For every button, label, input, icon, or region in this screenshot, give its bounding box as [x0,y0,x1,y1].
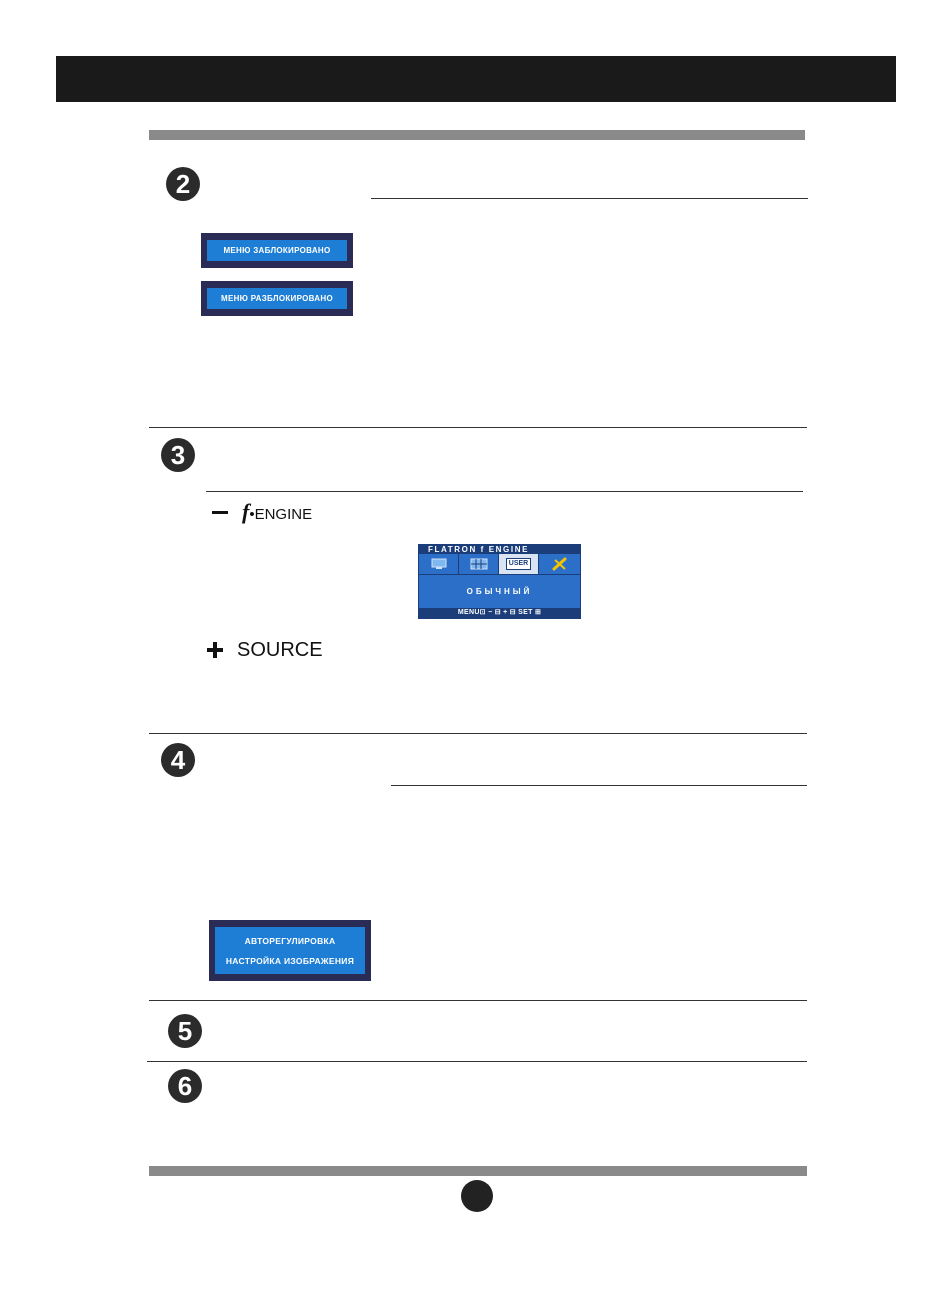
fengine-footer-legend: MENU⊡ − ⊟ + ⊟ SET ⊞ [419,608,580,618]
fengine-tab-grid [459,554,499,574]
section2-underline [371,198,808,199]
monitor-icon [431,558,447,570]
header-bar [56,56,896,102]
osd-menu-unlocked [201,281,353,316]
fengine-mode-text: ОБЫЧНЫЙ [466,587,533,596]
plus-icon [207,642,223,658]
bottom-gray-rule [149,1166,807,1176]
osd-auto-adjust-inner [215,927,365,974]
section4-top-rule [149,733,807,734]
grid-icon [470,558,488,570]
top-gray-rule [149,130,805,140]
fengine-tab-monitor [419,554,459,574]
fengine-user-label: USER [506,558,531,570]
osd-auto-adjust-line1: АВТОРЕГУЛИРОВКА [244,935,336,946]
source-label: SOURCE [237,638,323,661]
fengine-panel-title: FLATRON f ENGINE [419,545,580,554]
section3-top-rule [149,427,807,428]
step-number-4: 4 [161,743,195,777]
page-number-badge [461,1180,493,1212]
fengine-panel-tabs [419,554,580,575]
fengine-tab-user [499,554,539,574]
fengine-osd-panel [418,544,581,619]
minus-fengine-button-row [212,499,352,525]
fengine-tab-tools [539,554,580,574]
section6-top-rule [147,1061,807,1062]
osd-menu-unlocked-text: МЕНЮ РАЗБЛОКИРОВАНО [207,288,347,309]
tools-icon [552,557,568,571]
osd-auto-adjust [209,920,371,981]
plus-source-button-row [207,637,347,663]
step-number-3: 3 [161,438,195,472]
osd-menu-locked [201,233,353,268]
section3-underline [206,491,803,492]
step-number-6: 6 [168,1069,202,1103]
section5-top-rule [149,1000,807,1001]
fengine-f-glyph: f [242,499,250,524]
section4-underline [391,785,807,786]
step-number-5: 5 [168,1014,202,1048]
osd-auto-adjust-line2: НАСТРОЙКА ИЗОБРАЖЕНИЯ [225,955,355,966]
fengine-label: •ENGINE [249,506,313,523]
step-number-2: 2 [166,167,200,201]
minus-icon [212,511,228,514]
osd-menu-locked-text: МЕНЮ ЗАБЛОКИРОВАНО [207,240,347,261]
fengine-logo [242,499,312,525]
